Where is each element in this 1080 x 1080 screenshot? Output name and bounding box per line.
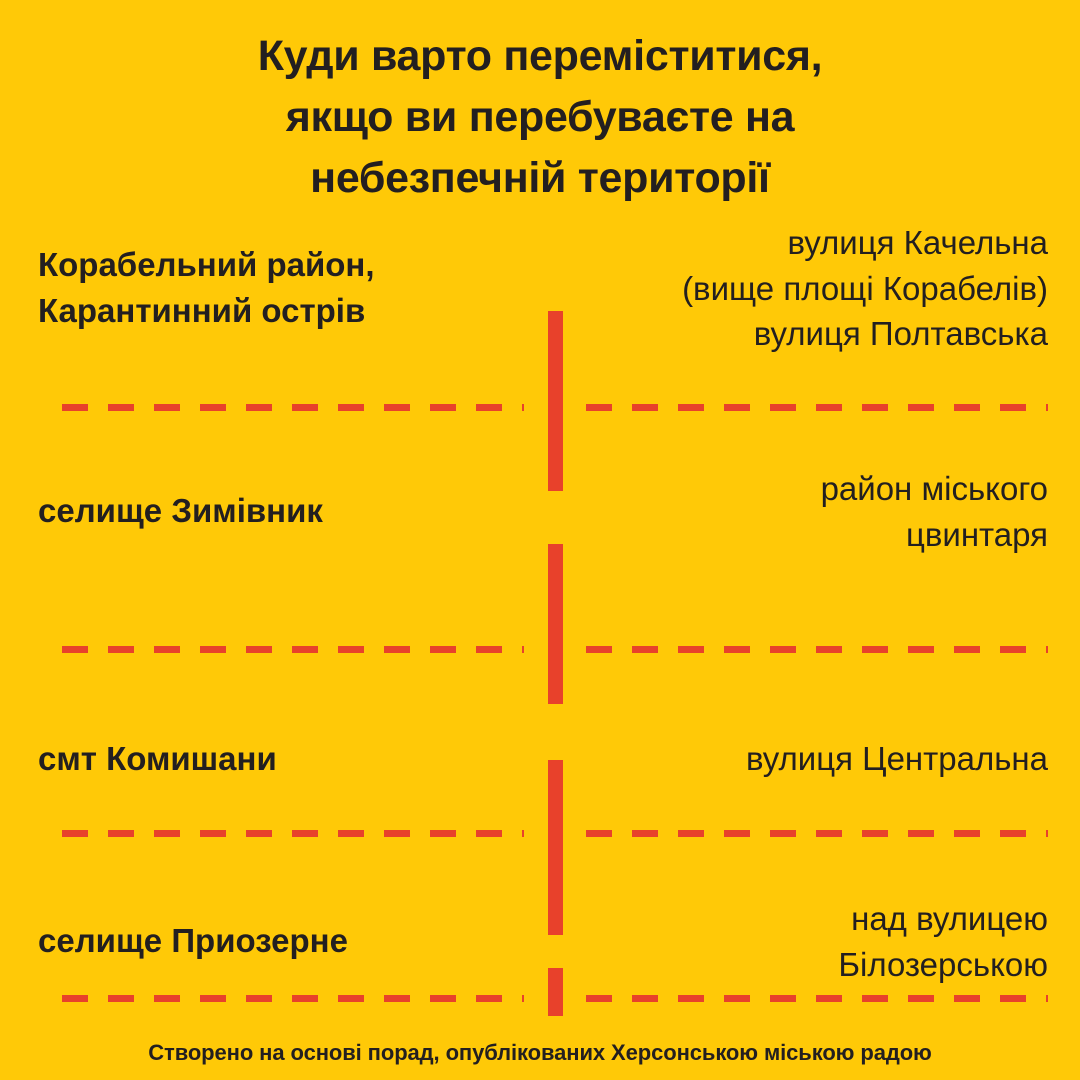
row-to-location [560, 466, 1080, 557]
row-from-line-2: Карантинний острів [38, 292, 366, 330]
title-line-3: небезпечній території [310, 154, 770, 203]
row-to-line-2: цвинтаря [905, 515, 1048, 553]
table-row [0, 220, 1080, 357]
row-from-line-1: Корабельний район, [38, 246, 375, 284]
row-separator-left [62, 995, 524, 1002]
row-separator-left [62, 830, 524, 837]
title-line-1: Куди варто переміститися, [257, 32, 823, 80]
row-to-line-3: вулиця Полтавська [753, 315, 1048, 353]
row-from-location [0, 242, 520, 334]
row-separator-left [62, 404, 524, 411]
row-from-line-1: селище Зимівник [38, 492, 323, 530]
row-to-line-1: вулиця Качельна [787, 224, 1048, 261]
row-separator-right [586, 646, 1048, 653]
table-row [0, 736, 1080, 782]
row-to-location [560, 736, 1080, 782]
row-to-location [560, 220, 1080, 357]
row-separator-right [586, 995, 1048, 1002]
row-from-line-1: селище Приозерне [38, 922, 348, 960]
footer-credit: Створено на основі порад, опублікованих Херсонською міською радою [148, 1040, 932, 1065]
row-to-location [560, 896, 1080, 987]
row-separator [0, 995, 1080, 1002]
table-row [0, 896, 1080, 987]
row-to-line-1: над вулицею [851, 900, 1048, 937]
row-to-line-1: вулиця Центральна [745, 740, 1048, 778]
row-to-line-2: (вище площі Корабелів) [682, 269, 1048, 307]
row-from-location [0, 488, 520, 534]
row-from-line-1: смт Комишани [38, 740, 277, 777]
row-separator [0, 404, 1080, 411]
row-from-location [0, 736, 520, 782]
row-separator-right [586, 830, 1048, 837]
table-row [0, 466, 1080, 557]
divider-bar-2 [548, 544, 563, 704]
page-title [0, 0, 1080, 209]
row-from-location [0, 918, 520, 964]
row-separator [0, 646, 1080, 653]
row-separator-left [62, 646, 524, 653]
row-separator [0, 830, 1080, 837]
row-separator-right [586, 404, 1048, 411]
relocation-table [0, 208, 1080, 1020]
row-to-line-1: район міського [820, 470, 1048, 507]
row-to-line-2: Білозерською [838, 945, 1048, 983]
title-line-2: якщо ви перебуваєте на [285, 93, 795, 142]
